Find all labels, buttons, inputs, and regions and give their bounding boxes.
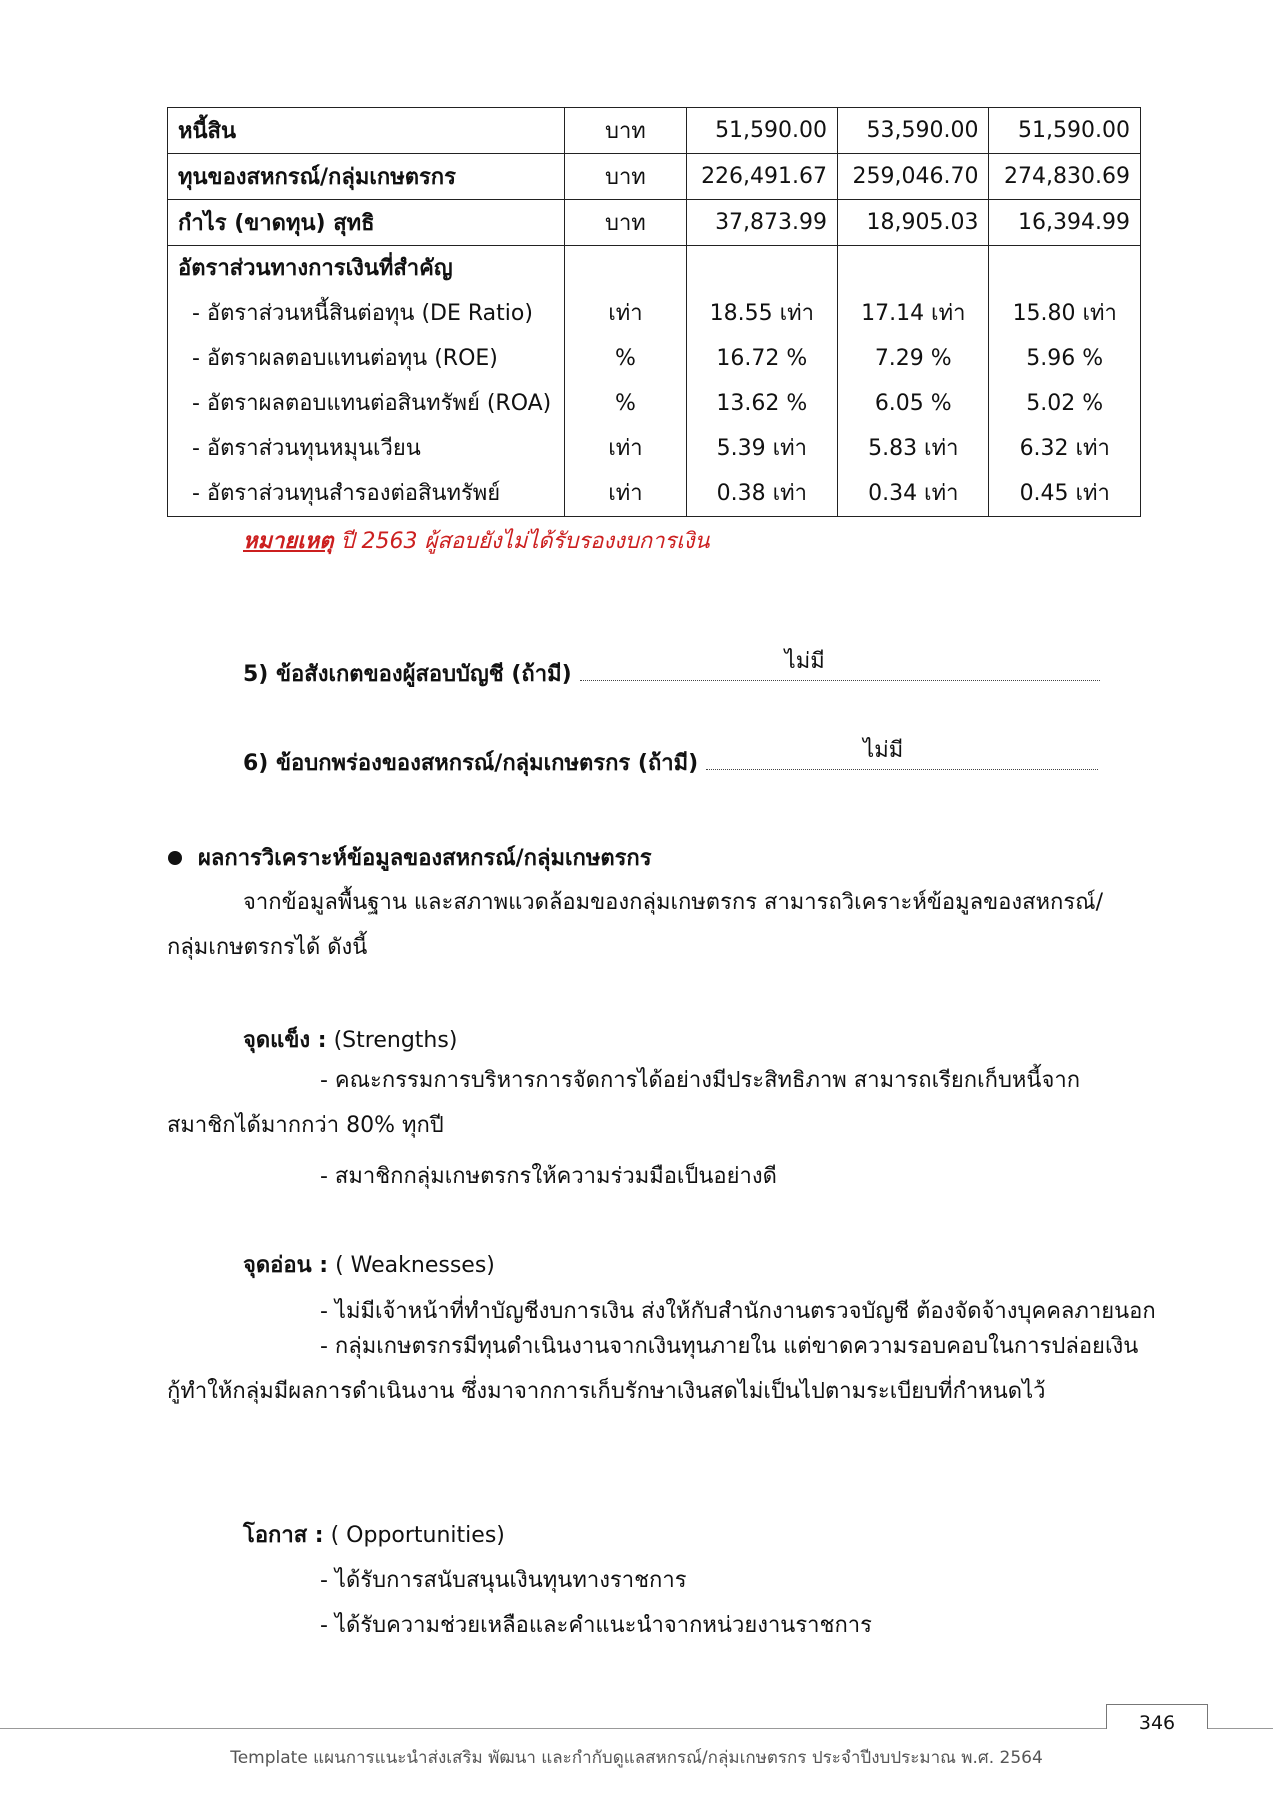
- strength-item: - สมาชิกกลุ่มเกษตรกรให้ความร่วมมือเป็นอย่างดี: [320, 1164, 777, 1189]
- ratio-value: 0.38 เท่า: [716, 481, 807, 506]
- row-value: 226,491.67: [686, 154, 837, 200]
- ratio-value: 6.05 %: [874, 391, 952, 416]
- ratio-value: 5.02 %: [1026, 391, 1104, 416]
- ratio-label: - อัตราส่วนทุนหมุนเวียน: [192, 436, 421, 461]
- ratio-value: 5.83 เท่า: [868, 436, 959, 461]
- ratio-label: - อัตราผลตอบแทนต่อทุน (ROE): [192, 346, 498, 371]
- analysis-intro: จากข้อมูลพื้นฐาน และสภาพแวดล้อมของกลุ่มเกษตรกร สามารถวิเคราะห์ข้อมูลของสหกรณ์/กลุ่มเกษตรกรได้ ดังนี้: [167, 890, 1103, 960]
- table-note: [243, 523, 710, 558]
- row-value: 18,905.03: [838, 200, 989, 246]
- ratio-unit: %: [614, 346, 636, 371]
- row-value: 37,873.99: [686, 200, 837, 246]
- ratio-row-group: [168, 246, 1141, 517]
- weaknesses-title: จุดอ่อน :: [243, 1253, 329, 1278]
- ratio-value: 15.80 เท่า: [1012, 301, 1117, 326]
- bullet-icon: [168, 851, 182, 865]
- ratio-value: 18.55 เท่า: [709, 301, 814, 326]
- defects-field: [243, 738, 1098, 780]
- ratio-values-col1: [686, 246, 837, 517]
- strengths-title: จุดแข็ง :: [243, 1028, 327, 1053]
- note-label: หมายเหตุ: [243, 529, 334, 554]
- row-value: 259,046.70: [838, 154, 989, 200]
- weakness-item: - ไม่มีเจ้าหน้าที่ทำบัญชีงบการเงิน ส่งให้กับสำนักงานตรวจบัญชี ต้องจัดจ้างบุคคลภายนอก: [320, 1299, 1156, 1324]
- row-value: 274,830.69: [989, 154, 1141, 200]
- field-dotted-line: [706, 738, 1098, 770]
- weakness-item: - กลุ่มเกษตรกรมีทุนดำเนินงานจากเงินทุนภายใน แต่ขาดความรอบคอบในการปล่อยเงินกู้ทำให้กลุ่มมีผลการดำเนินงาน ซึ่งมาจากการเก็บรักษาเงินสดไม่เป็นไปตามระเบียบที่กำหนดไว้: [167, 1334, 1139, 1404]
- field-value: ไม่มี: [863, 738, 904, 763]
- ratio-label: - อัตราส่วนหนี้สินต่อทุน (DE Ratio): [192, 301, 533, 326]
- ratio-unit: เท่า: [608, 481, 643, 506]
- field-label: 6) ข้อบกพร่องของสหกรณ์/กลุ่มเกษตรกร (ถ้ามี): [243, 751, 699, 776]
- ratio-label: - อัตราผลตอบแทนต่อสินทรัพย์ (ROA): [192, 391, 552, 416]
- row-label: กำไร (ขาดทุน) สุทธิ: [168, 200, 565, 246]
- ratio-value: 17.14 เท่า: [861, 301, 966, 326]
- table-row: [168, 200, 1141, 246]
- opportunity-item: - ได้รับการสนับสนุนเงินทุนทางราชการ: [320, 1568, 687, 1593]
- note-text: ปี 2563 ผู้สอบยังไม่ได้รับรองงบการเงิน: [333, 529, 710, 554]
- row-label: หนี้สิน: [168, 108, 565, 154]
- table-row: [168, 154, 1141, 200]
- analysis-title: ผลการวิเคราะห์ข้อมูลของสหกรณ์/กลุ่มเกษตรกร: [198, 846, 652, 871]
- opportunities-title-en: ( Opportunities): [323, 1523, 505, 1548]
- ratio-value: 5.39 เท่า: [716, 436, 807, 461]
- field-label: 5) ข้อสังเกตของผู้สอบบัญชี (ถ้ามี): [243, 662, 572, 687]
- field-value: ไม่มี: [784, 649, 825, 674]
- ratio-unit: %: [614, 391, 636, 416]
- strengths-heading: [243, 1022, 457, 1057]
- ratio-value: 6.32 เท่า: [1019, 436, 1110, 461]
- table-row: [168, 108, 1141, 154]
- row-value: 16,394.99: [989, 200, 1141, 246]
- ratio-value: 0.34 เท่า: [868, 481, 959, 506]
- ratio-values-col3: [989, 246, 1141, 517]
- ratio-labels: [168, 246, 565, 517]
- ratio-header: อัตราส่วนทางการเงินที่สำคัญ: [178, 256, 453, 281]
- ratio-values-col2: [838, 246, 989, 517]
- row-label: ทุนของสหกรณ์/กลุ่มเกษตรกร: [168, 154, 565, 200]
- row-unit: บาท: [565, 200, 686, 246]
- ratio-units: [565, 246, 686, 517]
- ratio-value: 16.72 %: [716, 346, 808, 371]
- auditor-observation-field: [243, 649, 1100, 691]
- ratio-value: 0.45 เท่า: [1019, 481, 1110, 506]
- ratio-unit: เท่า: [608, 436, 643, 461]
- row-value: 53,590.00: [838, 108, 989, 154]
- weaknesses-heading: [243, 1247, 495, 1282]
- footer-text: Template แผนการแนะนำส่งเสริม พัฒนา และกำกับดูแลสหกรณ์/กลุ่มเกษตรกร ประจำปีงบประมาณ พ.ศ. 2564: [230, 1748, 1043, 1768]
- footer-divider: [0, 1728, 1273, 1729]
- analysis-heading: [168, 840, 652, 875]
- page-number: 346: [1106, 1704, 1208, 1729]
- row-unit: บาท: [565, 108, 686, 154]
- row-value: 51,590.00: [686, 108, 837, 154]
- ratio-value: 5.96 %: [1026, 346, 1104, 371]
- weaknesses-title-en: ( Weaknesses): [328, 1253, 495, 1278]
- financial-table: [167, 107, 1141, 517]
- ratio-value: 13.62 %: [716, 391, 808, 416]
- row-unit: บาท: [565, 154, 686, 200]
- opportunity-item: - ได้รับความช่วยเหลือและคำแนะนำจากหน่วยงานราชการ: [320, 1613, 872, 1638]
- strengths-title-en: (Strengths): [326, 1028, 458, 1053]
- field-dotted-line: [580, 649, 1100, 681]
- ratio-value: 7.29 %: [874, 346, 952, 371]
- opportunities-title: โอกาส :: [243, 1523, 324, 1548]
- ratio-unit: เท่า: [608, 301, 643, 326]
- strength-item: - คณะกรรมการบริหารการจัดการได้อย่างมีประสิทธิภาพ สามารถเรียกเก็บหนี้จากสมาชิกได้มากกว่า 80% ทุกปี: [167, 1068, 1081, 1138]
- ratio-label: - อัตราส่วนทุนสำรองต่อสินทรัพย์: [192, 481, 501, 506]
- opportunities-heading: [243, 1517, 505, 1552]
- row-value: 51,590.00: [989, 108, 1141, 154]
